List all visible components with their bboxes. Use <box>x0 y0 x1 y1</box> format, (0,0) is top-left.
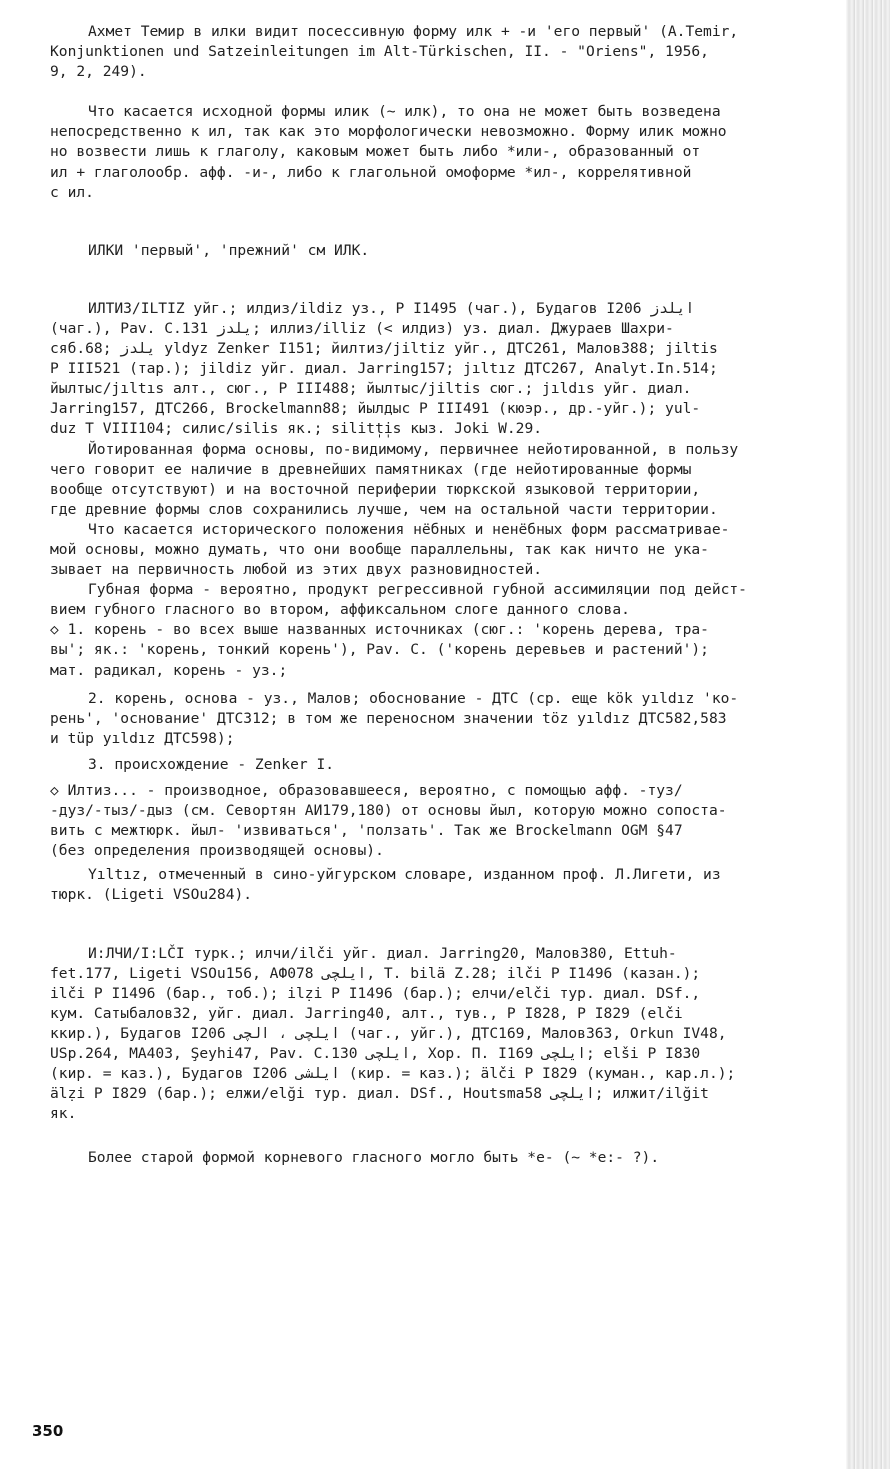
entry-ilki <box>50 241 858 261</box>
paragraph-ilik <box>50 102 858 202</box>
text-line: fet.177, Ligeti VSOu156, АФ078 ايلچى, T. bilä Z.28; ilči Р I1496 (казан.); <box>50 964 701 982</box>
text-line: ◇ Илтиз... - производное, образовавшееся, вероятно, с помощью афф. -туз/ <box>50 782 683 799</box>
paragraph-nebnye <box>50 520 858 580</box>
text-line: Что касается исходной формы илик (~ илк), то она не может быть возведена <box>88 103 721 121</box>
text-line: и tüp yıldız ДТС598); <box>50 729 235 747</box>
text-line: 9, 2, 249). <box>50 63 147 81</box>
text-line: где древние формы слов сохранились лучше, чем на остальной части территории. <box>50 500 718 518</box>
meaning-3 <box>50 755 858 775</box>
text-line: Йотированная форма основы, по-видимому, первичнее нейотированной, в пользу <box>88 440 739 458</box>
text-line: ккир.), Будагов I206 ايلچى ، الچى (чаг., уйг.), ДТС169, Малов363, Orkun IV48, <box>50 1024 727 1042</box>
entry-ilchi <box>50 944 858 1125</box>
text-line: рень', 'основание' ДТС312; в том же переносном значении töz yıldız ДТС582,583 <box>50 709 727 727</box>
text-line: мат. радикал, корень - уз.; <box>50 661 288 679</box>
text-line: Более старой формой корневого гласного могло быть *е- (~ *е:- ?). <box>88 1149 660 1167</box>
meaning-2 <box>50 689 858 749</box>
text-line: вием губного гласного во втором, аффиксальном слоге данного слова. <box>50 601 630 619</box>
text-line: ◇ 1. корень - во всех выше названных источниках (сюг.: 'корень дерева, тра- <box>50 621 709 639</box>
text-line: Ахмет Темир в илки видит посессивную форму илк + -и 'его первый' (А.Temir, <box>88 23 739 40</box>
paragraph-yotirovannaya <box>50 440 858 520</box>
text-line: ил + глаголообр. афф. -и-, либо к глагольной омоформе *ил-, коррелятивной <box>50 163 692 181</box>
text-line: вить с межтюрк. йыл- 'извиваться', 'ползать'. Так же Brockelmann OGM §47 <box>50 822 683 840</box>
entry-headword-line: ИЛТИЗ/ILTIZ уйг.; илдиз/ildiz уз., Р I1495 (чаг.), Будагов I206 ايلدز <box>88 299 695 317</box>
page-number: 350 <box>32 1422 64 1440</box>
text-line: тюрк. (Ligeti VSOu284). <box>50 886 253 904</box>
text-line: USp.264, MA403, Şeyhi47, Pav. C.130 ايلچى, Хор. П. I169 ايلچى; elši Р I830 <box>50 1045 701 1063</box>
text-line: (без определения производящей основы). <box>50 842 384 860</box>
text-line: кум. Сатыбалов32, уйг. диал. Jarring40, алт., тув., Р I828, Р I829 (elči <box>50 1004 683 1022</box>
text-line: с ил. <box>50 183 94 201</box>
text-line: duz T VIII104; силис/silis як.; silitt̩i̩s кыз. Joki W.29. <box>50 420 543 438</box>
text-line: но возвести лишь к глаголу, каковым может быть либо *или-, образованный от <box>50 143 701 161</box>
text-line: 2. корень, основа - уз., Малов; обоснование - ДТС (ср. еще kök yıldız 'ко- <box>88 689 739 707</box>
text-line: (чаг.), Pav. C.131 يلدز; иллиз/illiz (< илдиз) уз. диал. Джураев Шахри- <box>50 319 674 337</box>
entry-headword-line: ИЛКИ 'первый', 'прежний' см ИЛК. <box>88 241 370 259</box>
paragraph-temir <box>50 22 858 82</box>
text-line: чего говорит ее наличие в древнейших памятниках (где нейотированные формы <box>50 460 692 478</box>
text-line: Губная форма - вероятно, продукт регрессивной губной ассимиляции под дейст- <box>88 581 747 599</box>
text-line: Р III521 (тар.); jildiz уйг. диал. Jarring157; jıltız ДТС267, Analyt.In.514; <box>50 360 718 378</box>
etymology-iltiz <box>50 781 858 861</box>
text-line: зывает на первичность любой из этих двух разновидностей. <box>50 561 543 579</box>
paragraph-gubnaya <box>50 580 858 620</box>
text-line: вообще отсутствуют) и на восточной периферии тюркской языковой территории, <box>50 480 701 498</box>
paragraph-yiltiz <box>50 865 858 905</box>
text-line: сяб.68; يلدز yldyz Zenker I151; йилтиз/jiltiz уйг., ДТС261, Малов388; jiltis <box>50 340 718 358</box>
text-line: мой основы, можно думать, что они вообще параллельны, так как ничто не ука- <box>50 540 709 558</box>
text-line: вы'; як.: 'корень, тонкий корень'), Pav. C. ('корень деревьев и растений'); <box>50 641 709 659</box>
text-line: як. <box>50 1105 77 1123</box>
text-line: йылтыс/jıltıs алт., сюг., Р III488; йылтыс/jiltis сюг.; jıldıs уйг. диал. <box>50 380 692 398</box>
entry-iltiz <box>50 299 858 440</box>
text-line: непосредственно к ил, так как это морфологически невозможно. Форму илик можно <box>50 123 727 141</box>
meaning-1 <box>50 620 858 680</box>
text-line: Что касается исторического положения нёбных и ненёбных форм рассматривае- <box>88 520 730 538</box>
paragraph-final <box>50 1148 858 1168</box>
text-line: Konjunktionen und Satzeinleitungen im Alt-Türkischen, II. - "Oriens", 1956, <box>50 43 709 61</box>
text-line: -дуз/-тыз/-дыз (см. Севортян АИ179,180) от основы йыл, которую можно сопоста- <box>50 802 727 820</box>
text-line: (кир. = каз.), Будагов I206 ايلشى (кир. = каз.); älči Р I829 (куман., кар.л.); <box>50 1065 736 1083</box>
entry-headword-line: И:ЛЧИ/I:LČI турк.; илчи/ilči уйг. диал. Jarring20, Малов380, Ettuh- <box>88 944 677 962</box>
page-text <box>50 22 858 1417</box>
text-line: 3. происхождение - Zenker I. <box>88 755 335 773</box>
text-line: Yıltız, отмеченный в сино-уйгурском словаре, изданном проф. Л.Лигети, из <box>88 866 721 884</box>
text-line: älẓi Р I829 (бар.); елжи/elği тур. диал. DSf., Houtsma58 ايلچى; илжит/ilğit <box>50 1085 709 1103</box>
text-line: Jarring157, ДТС266, Brockelmann88; йылдыс Р III491 (кюэр., др.-уйг.); yul- <box>50 400 701 418</box>
text-line: ilči Р I1496 (бар., тоб.); ilẓi Р I1496 (бар.); елчи/elči тур. диал. DSf., <box>50 984 701 1002</box>
